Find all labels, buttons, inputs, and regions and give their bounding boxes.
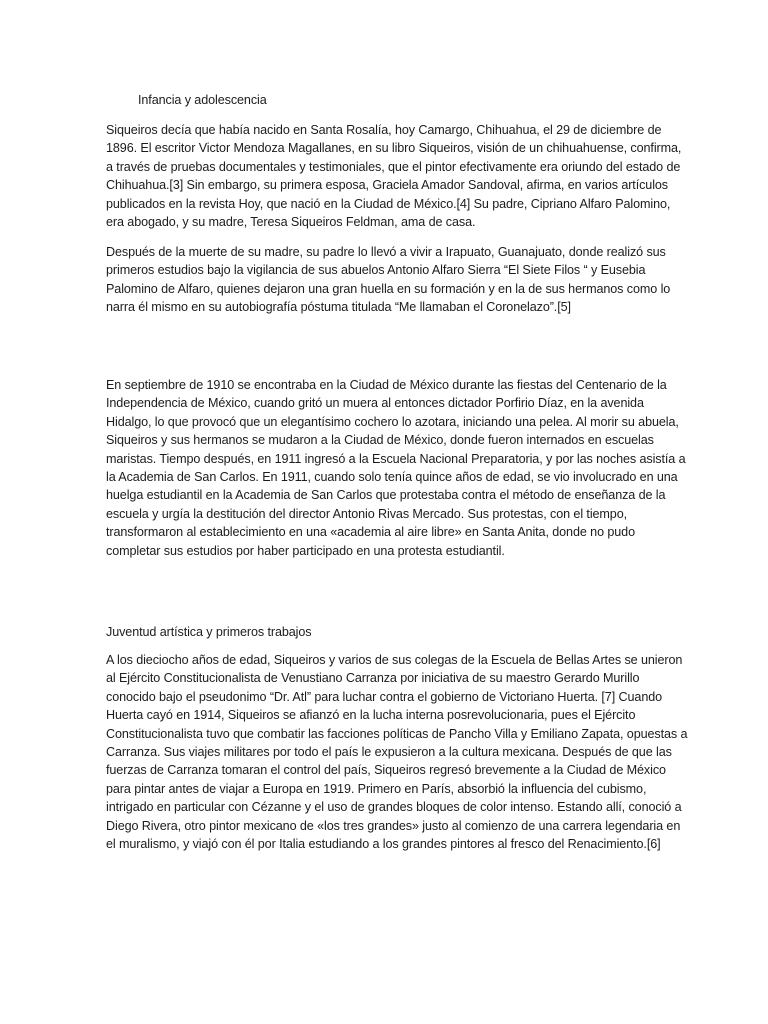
paragraph-irapuato: Después de la muerte de su madre, su padre lo llevó a vivir a Irapuato, Guanajuato, donde realizó sus primeros estudios bajo la vigilancia de sus abuelos Antonio Alfaro Sierra “El Siete Filos “ y Eusebia Palomino de Alfaro, quienes dejaron una gran huella en su formación y en la de sus hermanos como lo narra él mismo en su autobiografía póstuma titulada “Me llamaban el Coronelazo”.[5] — [106, 245, 671, 315]
paragraph-1910: En septiembre de 1910 se encontraba en la Ciudad de México durante las fiestas del Centenario de la Independencia de México, cuando gritó un muera al entonces dictador Porfirio Díaz, en la avenida Hidalgo, lo que provocó que un elegantísimo cochero lo azotara, iniciando una pelea. Al morir su abuela, Siqueiros y sus hermanos se mudaron a la Ciudad de México, donde fueron internados en escuelas maristas. Tiempo después, en 1911 ingresó a la Escuela Nacional Preparatoria, y por las noches asistía a la Academia de San Carlos. En 1911, cuando solo tenía quince años de edad, se vio involucrado en una huelga estudiantil en la Academia de San Carlos que protestaba contra el método de enseñanza de la escuela y urgía la destitución del director Antonio Rivas Mercado. Sus protestas, con el tiempo, transformaron al establecimiento en una «academia al aire libre» en Santa Anita, donde no pudo completar sus estudios por haber participado en una protesta estudiantil. — [106, 378, 686, 558]
paragraph-military: A los dieciocho años de edad, Siqueiros y varios de sus colegas de la Escuela de Bellas Artes se unieron al Ejército Constitucionalista de Venustiano Carranza por iniciativa de su maestro Gerardo Murillo conocido bajo el pseudonimo “Dr. Atl” para luchar contra el gobierno de Victoriano Huerta. [7] Cuando Huerta cayó en 1914, Siqueiros se afianzó en la lucha interna posrevolucionaria, pues el Ejército Constitucionalista tuvo que combatir las facciones políticas de Pancho Villa y Emiliano Zapata, opuestas a Carranza. Sus viajes militares por todo el país le expusieron a la cultura mexicana. Después de que las fuerzas de Carranza tomaran el control del país, Siqueiros regresó brevemente a la Ciudad de México para pintar antes de viajar a Europa en 1919. Primero en París, absorbió la influencia del cubismo, intrigado en particular con Cézanne y el uso de grandes bloques de color intenso. Estando allí, conoció a Diego Rivera, otro pintor mexicano de «los tres grandes» justo al comienzo de una carrera legendaria en el muralismo, y viajó con él por Italia estudiando a los grandes pintores al fresco del Renacimiento.[6] — [106, 653, 688, 852]
section-heading-infancia: Infancia y adolescencia — [138, 93, 267, 107]
paragraph-birth: Siqueiros decía que había nacido en Santa Rosalía, hoy Camargo, Chihuahua, el 29 de diciembre de 1896. El escritor Victor Mendoza Magallanes, en su libro Siqueiros, visión de un chihuahuense, confirma, a través de pruebas documentales y testimoniales, que el pintor efectivamente era oriundo del estado de Chihuahua.[3] Sin embargo, su primera esposa, Graciela Amador Sandoval, afirma, en varios artículos publicados en la revista Hoy, que nació en la Ciudad de México.[4] Su padre, Cipriano Alfaro Palomino, era abogado, y su madre, Teresa Siqueiros Feldman, ama de casa. — [106, 123, 682, 230]
section-heading-juventud: Juventud artística y primeros trabajos — [106, 625, 312, 639]
